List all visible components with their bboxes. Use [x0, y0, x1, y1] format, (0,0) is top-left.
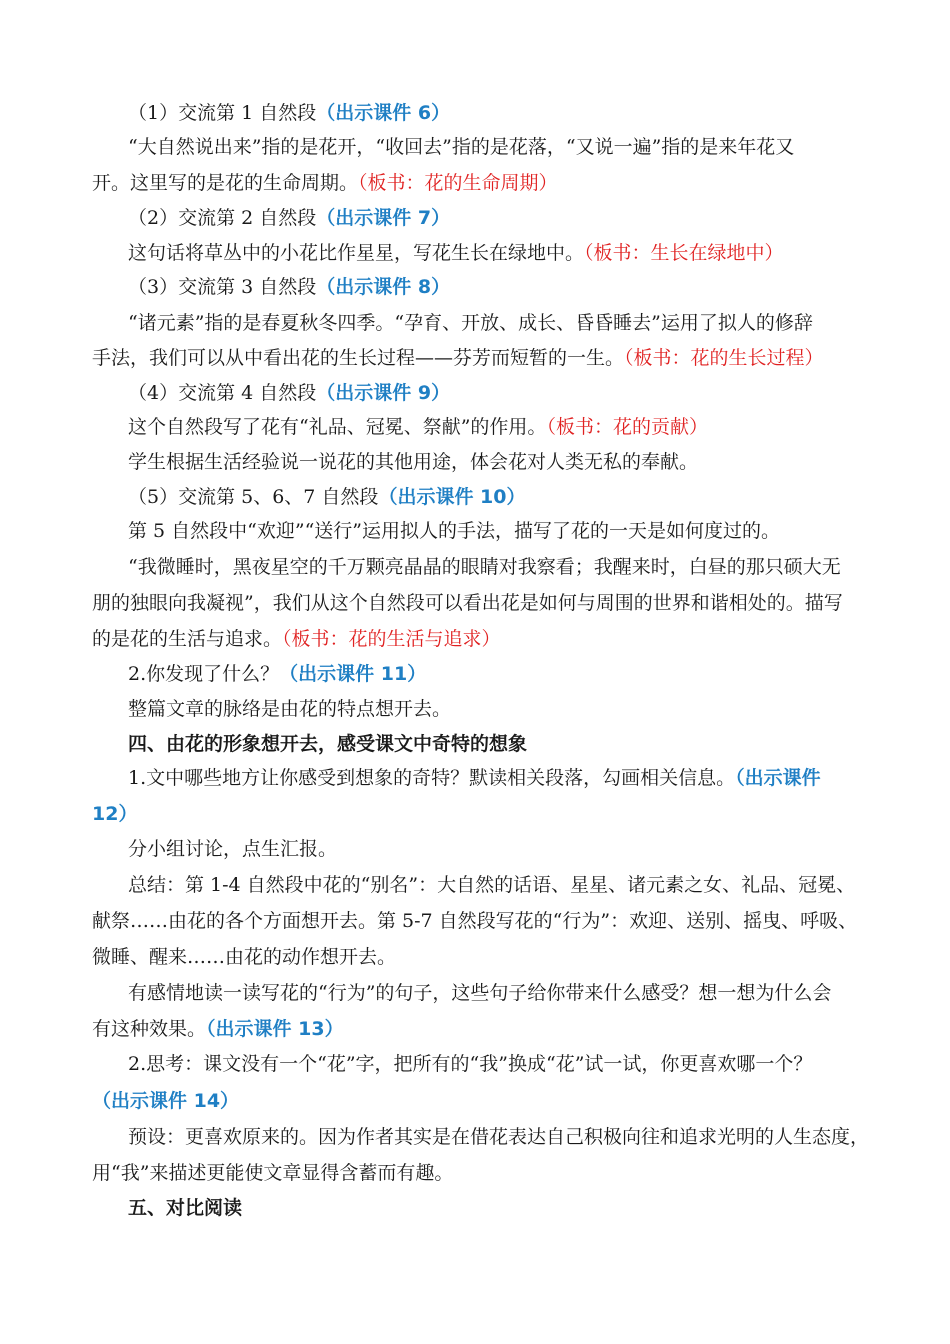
- line-text: 开。这里写的是花的生命周期。: [92, 172, 359, 194]
- line-text: 的是花的生活与追求。: [92, 628, 283, 650]
- line-text: 有感情地读一读写花的“行为”的句子，这些句子给你带来什么感受？想一想为什么会: [128, 982, 832, 1004]
- line-text: 用“我”来描述更能使文章显得含蓄而有趣。: [92, 1162, 454, 1184]
- text-line: [128, 554, 888, 580]
- text-line: [128, 484, 888, 510]
- courseware-ref: （出示课件 9）: [316, 382, 451, 404]
- text-line: [92, 1088, 892, 1114]
- board-note: （板书：生长在绿地中）: [584, 242, 784, 264]
- line-text: 预设：更喜欢原来的。因为作者其实是在借花表达自己积极向往和追求光明的人生态度，: [128, 1126, 870, 1148]
- line-text: （2）交流第 2 自然段: [128, 207, 317, 229]
- line-text: 1.文中哪些地方让你感受到想象的奇特？默读相关段落，勾画相关信息。: [128, 767, 736, 789]
- text-line: [128, 696, 888, 722]
- text-line: [128, 872, 888, 898]
- courseware-ref: （出示课件 6）: [316, 102, 451, 124]
- heading-text: 五、对比阅读: [128, 1197, 243, 1219]
- text-line: [128, 414, 888, 440]
- line-text: 手法，我们可以从中看出花的生长过程——芬芳而短暂的一生。: [92, 347, 625, 369]
- text-line: [92, 1016, 892, 1042]
- text-line: [128, 205, 888, 231]
- text-line: [92, 170, 892, 196]
- line-text: 分小组讨论，点生汇报。: [128, 838, 338, 860]
- line-text: 献祭……由花的各个方面想开去。第 5-7 自然段写花的“行为”：欢迎、送别、摇曳、呼吸、: [92, 910, 858, 932]
- text-line: [128, 274, 888, 300]
- text-line: [92, 801, 892, 827]
- courseware-ref: （出示课件 13）: [206, 1018, 344, 1040]
- courseware-ref: （出示课件 11）: [279, 663, 427, 685]
- courseware-ref: （出示课件 10）: [378, 486, 526, 508]
- text-line: [92, 590, 892, 616]
- text-line: [92, 1160, 892, 1186]
- line-text: “我微睡时，黑夜星空的千万颗亮晶晶的眼睛对我察看；我醒来时，白昼的那只硕大无: [128, 556, 841, 578]
- line-text: （5）交流第 5、6、7 自然段: [128, 486, 379, 508]
- board-note: （板书：花的生活与追求）: [282, 628, 501, 650]
- text-line: [92, 944, 892, 970]
- text-line: [128, 1051, 888, 1077]
- text-line: [128, 310, 888, 336]
- text-line: [92, 626, 892, 652]
- line-text: “大自然说出来”指的是花开，“收回去”指的是花落，“又说一遍”指的是来年花又: [128, 136, 795, 158]
- text-line: [128, 980, 888, 1006]
- line-text: 2.你发现了什么？: [128, 663, 280, 685]
- heading-text: 四、由花的形象想开去，感受课文中奇特的想象: [128, 733, 528, 755]
- line-text: 整篇文章的脉络是由花的特点想开去。: [128, 698, 452, 720]
- text-line: [128, 836, 888, 862]
- courseware-ref: （出示课件 7）: [316, 207, 451, 229]
- line-text: 这句话将草丛中的小花比作星星，写花生长在绿地中。: [128, 242, 585, 264]
- section-heading: [128, 731, 888, 757]
- board-note: （板书：花的生长过程）: [624, 347, 824, 369]
- text-line: [128, 100, 888, 126]
- line-text: “诸元素”指的是春夏秋冬四季。“孕育、开放、成长、昏昏睡去”运用了拟人的修辞: [128, 312, 813, 334]
- courseware-ref: （出示课件 8）: [316, 276, 451, 298]
- line-text: （4）交流第 4 自然段: [128, 382, 317, 404]
- line-text: 微睡、醒来……由花的动作想开去。: [92, 946, 397, 968]
- line-text: 第 5 自然段中“欢迎”“送行”运用拟人的手法，描写了花的一天是如何度过的。: [128, 520, 781, 542]
- text-line: [128, 134, 888, 160]
- courseware-ref: （出示课件: [735, 767, 821, 789]
- line-text: 2.思考：课文没有一个“花”字，把所有的“我”换成“花”试一试，你更喜欢哪一个？: [128, 1053, 813, 1075]
- line-text: 总结：第 1-4 自然段中花的“别名”：大自然的话语、星星、诸元素之女、礼品、冠冕、: [128, 874, 856, 896]
- text-line: [128, 1124, 888, 1150]
- text-line: [128, 449, 888, 475]
- line-text: 这个自然段写了花有“礼品、冠冕、祭献”的作用。: [128, 416, 547, 438]
- line-text: 朋的独眼向我凝视”，我们从这个自然段可以看出花是如何与周围的世界和谐相处的。描写: [92, 592, 843, 614]
- board-note: （板书：花的贡献）: [546, 416, 708, 438]
- line-text: （1）交流第 1 自然段: [128, 102, 317, 124]
- line-text: 学生根据生活经验说一说花的其他用途，体会花对人类无私的奉献。: [128, 451, 699, 473]
- courseware-ref: （出示课件 14）: [92, 1090, 240, 1112]
- text-line: [128, 518, 888, 544]
- text-line: [128, 240, 888, 266]
- text-line: [128, 765, 888, 791]
- text-line: [128, 661, 888, 687]
- text-line: [128, 380, 888, 406]
- text-line: [92, 345, 892, 371]
- line-text: （3）交流第 3 自然段: [128, 276, 317, 298]
- line-text: 有这种效果。: [92, 1018, 207, 1040]
- board-note: （板书：花的生命周期）: [358, 172, 558, 194]
- text-line: [92, 908, 892, 934]
- section-heading: [128, 1195, 888, 1221]
- courseware-ref: 12）: [92, 803, 138, 825]
